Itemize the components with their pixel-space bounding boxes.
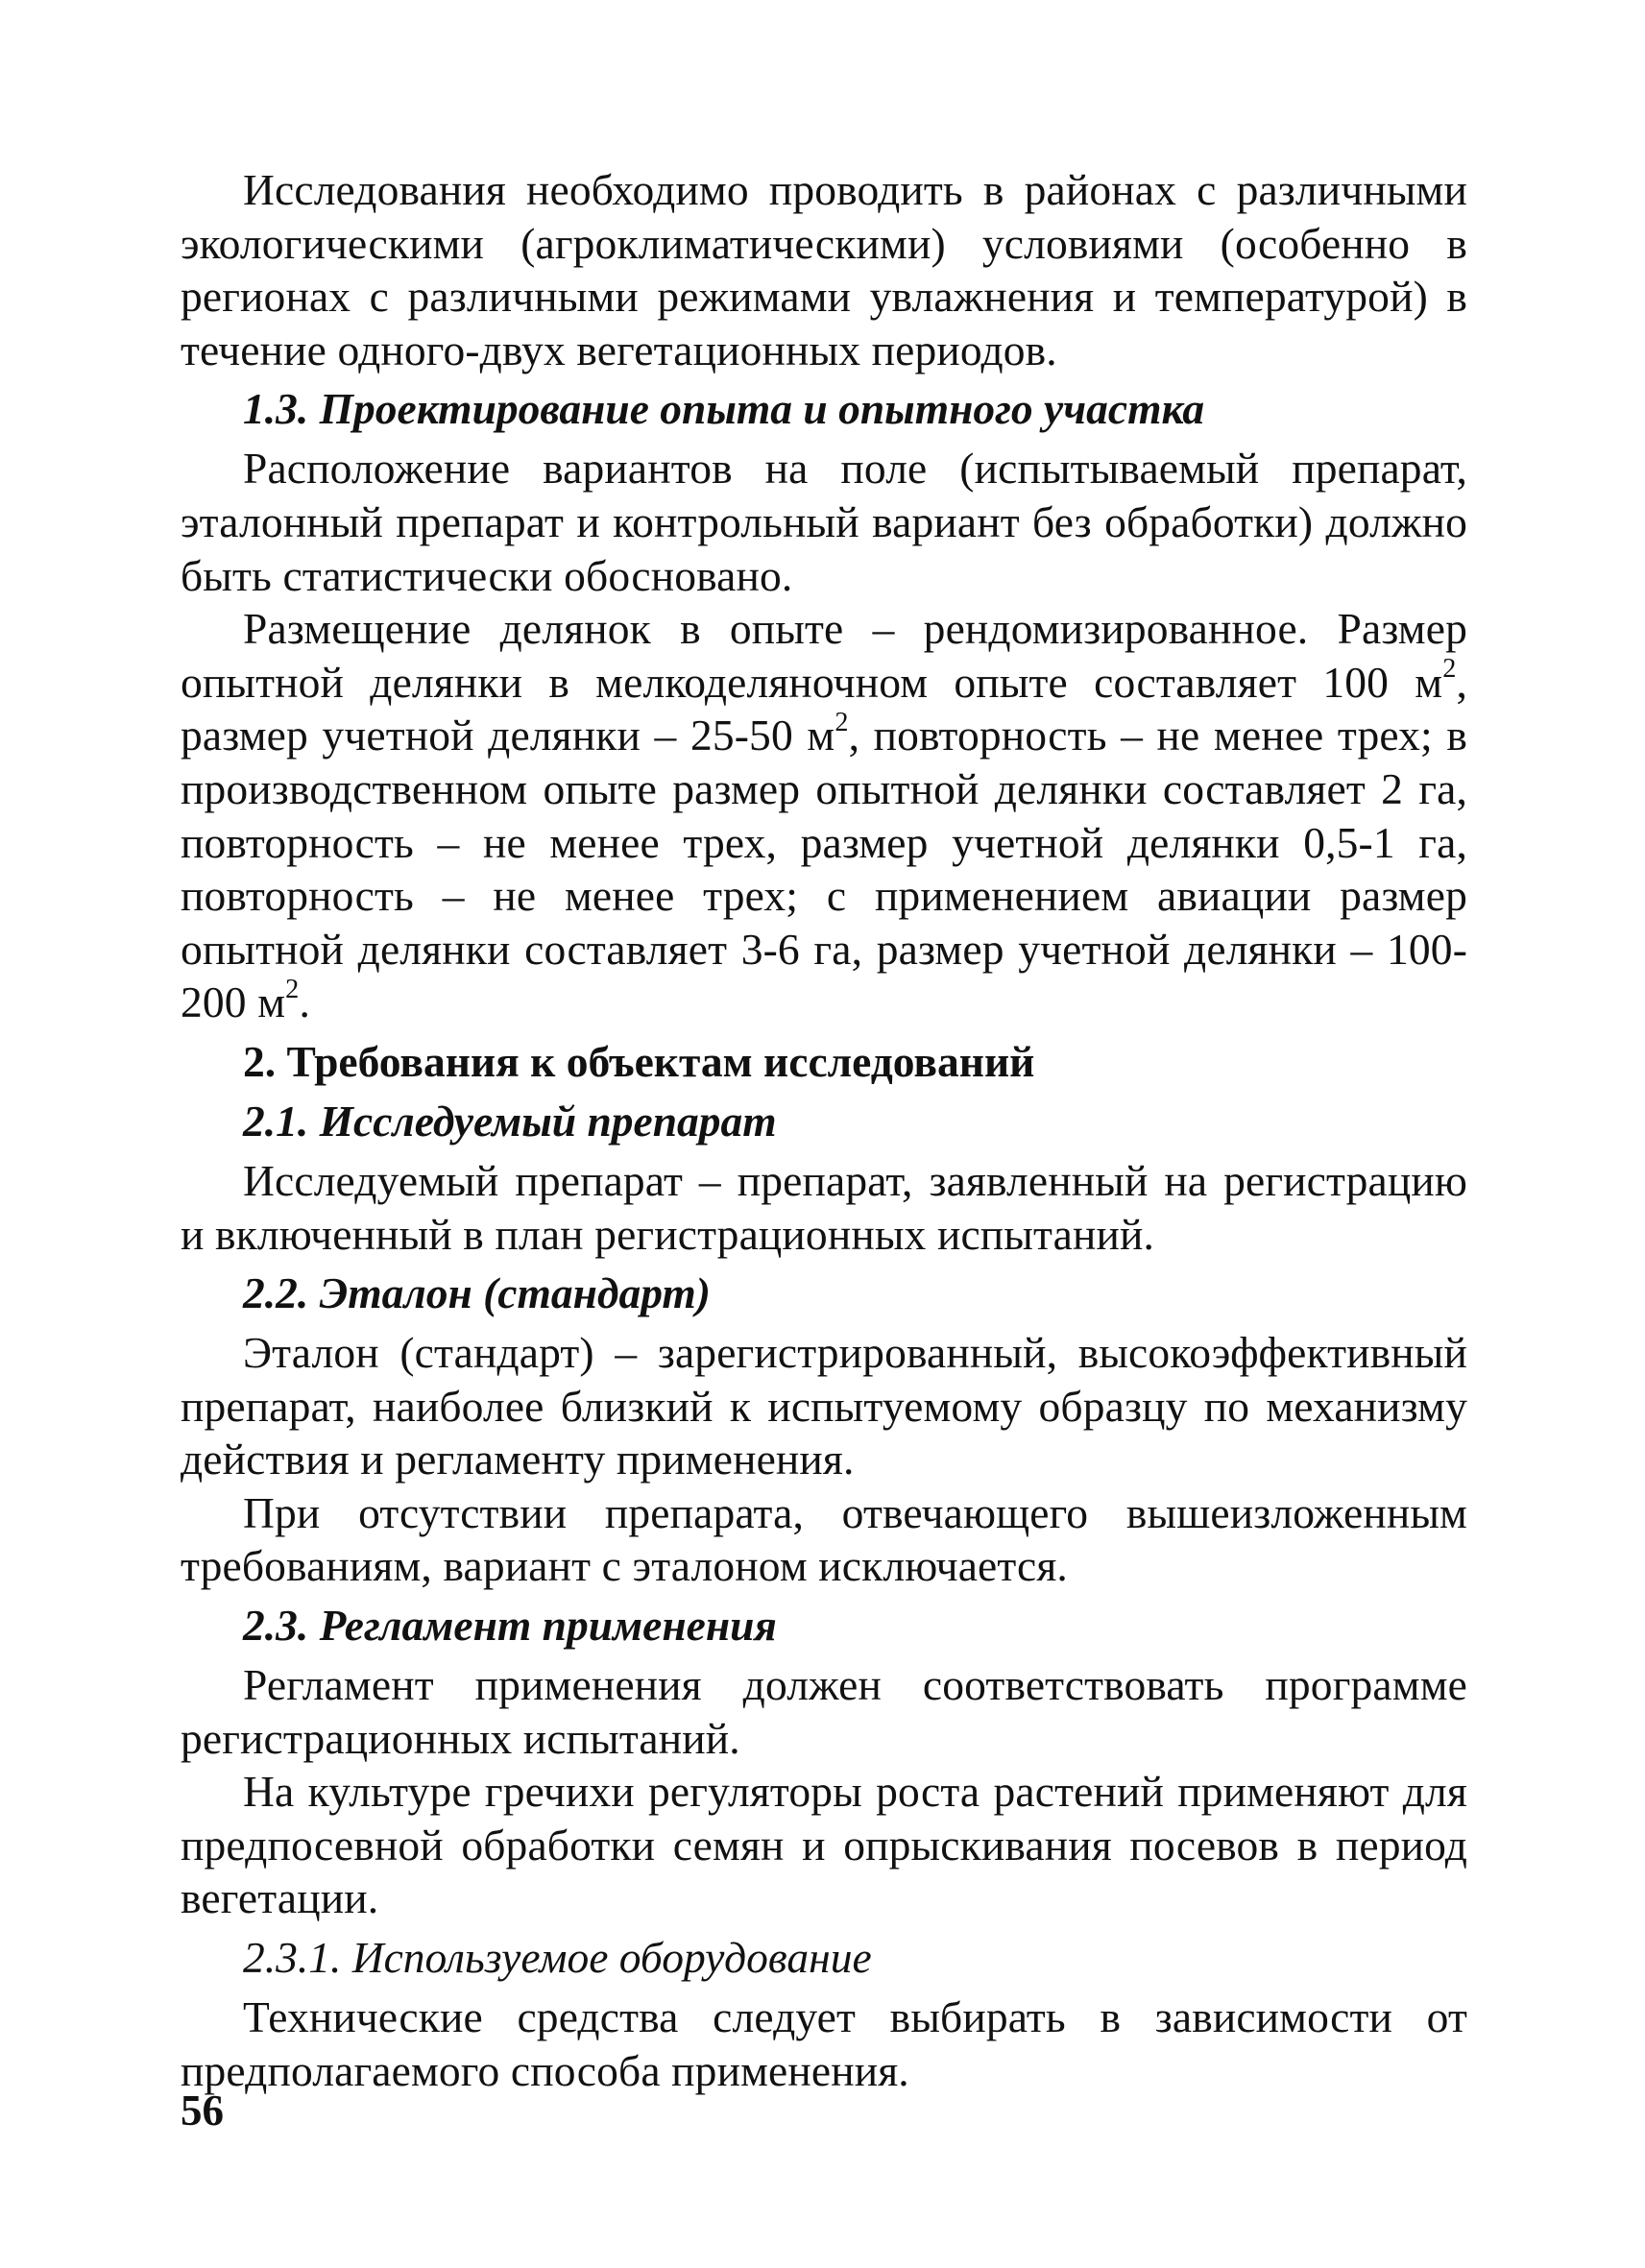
paragraph-studied-preparation: Исследуемый препарат – препарат, заявленный на регистрацию и включенный в план регистрационных испытаний. bbox=[181, 1155, 1467, 1259]
paragraph-standard: Эталон (стандарт) – зарегистрированный, высокоэффективный препарат, наиболее близкий к испытуемому образцу по механизму действия и регламенту применения. bbox=[181, 1328, 1467, 1484]
heading-2-1: 2.1. Исследуемый препарат bbox=[243, 1096, 777, 1146]
page-number: 56 bbox=[181, 2087, 224, 2135]
superscript-2: 2 bbox=[835, 707, 849, 737]
paragraph-research-regions: Исследования необходимо проводить в районах с различными экологическими (агроклиматическими) условиями (особенно в регионах с различными режимами увлажнения и температурой) в течение одного-двух вегетационных периодов. bbox=[181, 165, 1467, 374]
heading-2-2: 2.2. Эталон (стандарт) bbox=[243, 1268, 711, 1318]
plot-placement-text-2: , размер учетной делянки – 25-50 м bbox=[181, 657, 1467, 760]
plot-placement-text-4: . bbox=[299, 977, 310, 1027]
heading-2: 2. Требования к объектам исследований bbox=[243, 1036, 1035, 1086]
page-body bbox=[181, 163, 1467, 2097]
paragraph-buckwheat: На культуре гречихи регуляторы роста растений применяют для предпосевной обработки семян и опрыскивания посевов в период вегетации. bbox=[181, 1767, 1467, 1923]
heading-2-3: 2.3. Регламент применения bbox=[243, 1601, 777, 1651]
paragraph-application-rules: Регламент применения должен соответствовать программе регистрационных испытаний. bbox=[181, 1660, 1467, 1763]
paragraph-plot-placement bbox=[181, 602, 1467, 1029]
superscript-2: 2 bbox=[285, 974, 300, 1004]
heading-2-3-1: 2.3.1. Используемое оборудование bbox=[243, 1933, 872, 1983]
superscript-2: 2 bbox=[1442, 654, 1457, 685]
paragraph-no-standard: При отсутствии препарата, отвечающего вышеизложенным требованиям, вариант с эталоном исключается. bbox=[181, 1487, 1467, 1591]
paragraph-equipment: Технические средства следует выбирать в зависимости от предполагаемого способа применения. bbox=[181, 1992, 1467, 2095]
plot-placement-text-3: , повторность – не менее трех; в производственном опыте размер опытной делянки составляет 2 га, повторность – не менее трех, размер учетной делянки 0,5-1 га, повторность – не менее трех; с применением авиации размер опытной делянки составляет 3-6 га, размер учетной делянки – 100-200 м bbox=[181, 711, 1467, 1027]
plot-placement-text-1: Размещение делянок в опыте – рендомизированное. Размер опытной делянки в мелкоделяночном опыте составляет 100 м bbox=[181, 604, 1467, 707]
paragraph-variant-layout: Расположение вариантов на поле (испытываемый препарат, эталонный препарат и контрольный вариант без обработки) должно быть статистически обосновано. bbox=[181, 444, 1467, 600]
heading-1-3: 1.3. Проектирование опыта и опытного участка bbox=[243, 384, 1205, 434]
